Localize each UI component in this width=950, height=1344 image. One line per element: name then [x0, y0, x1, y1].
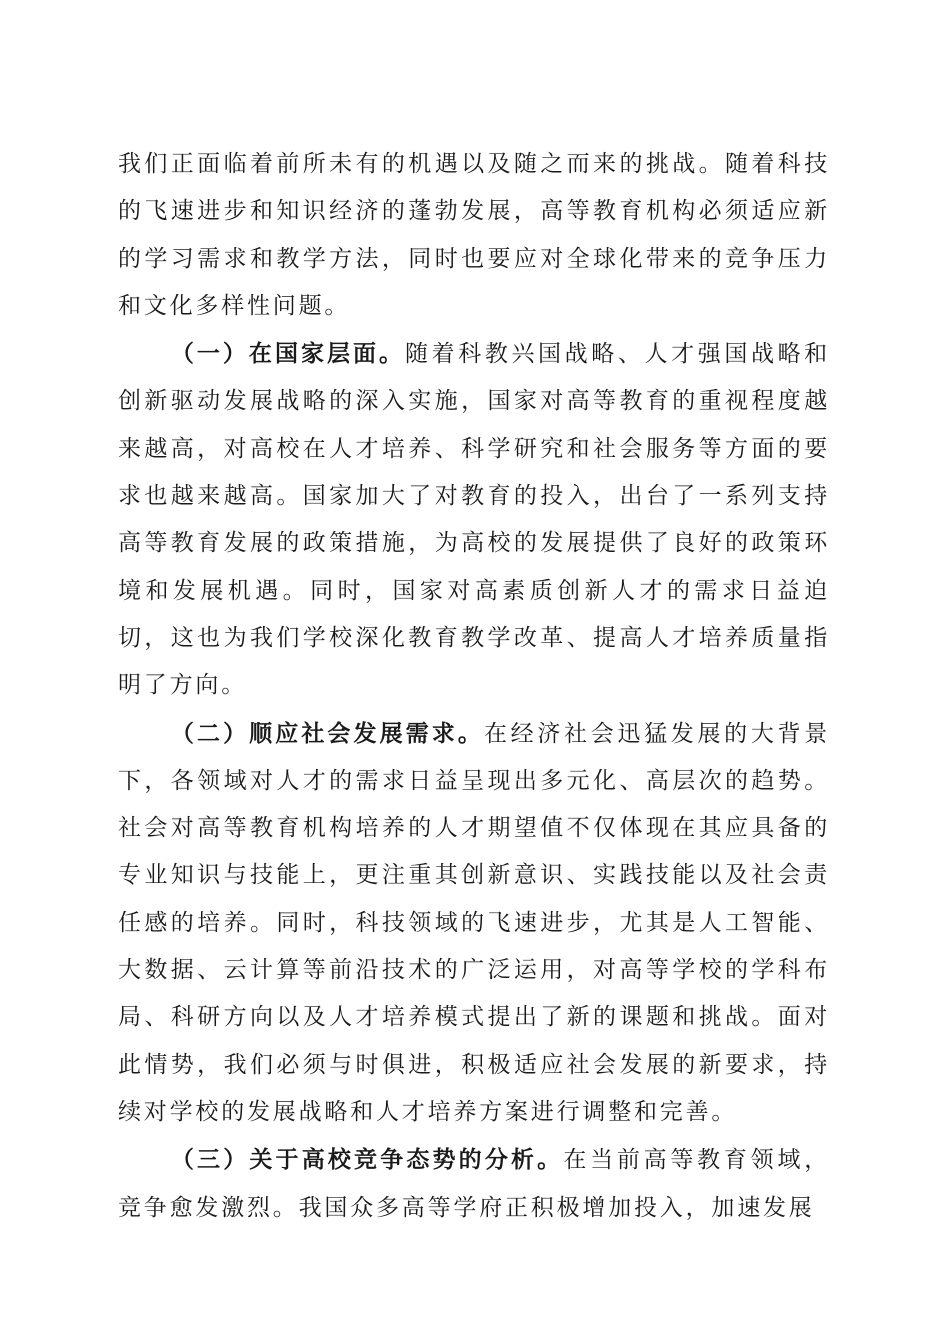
paragraph-national-level-text: 随着科教兴国战略、人才强国战略和创新驱动发展战略的深入实施，国家对高等教育的重视程度越来越高，对高校在人才培养、科学研究和社会服务等方面的要求也越来越高。国家加大了对教育的投入，出台了一系列支持高等教育发展的政策措施，为高校的发展提供了良好的政策环境和发展机遇。同时，国家对高素质创新人才的需求日益迫切，这也为我们学校深化教育教学改革、提高人才培养质量指明了方向。	[118, 341, 830, 699]
paragraph-social-demand	[118, 710, 830, 1137]
paragraph-competition	[118, 1136, 830, 1232]
heading-social-demand: （二）顺应社会发展需求。	[170, 719, 484, 747]
heading-competition: （三）关于高校竞争态势的分析。	[170, 1146, 564, 1174]
paragraph-social-demand-text: 在经济社会迅猛发展的大背景下，各领域对人才的需求日益呈现出多元化、高层次的趋势。社会对高等教育机构培养的人才期望值不仅体现在其应具备的专业知识与技能上，更注重其创新意识、实践技能以及社会责任感的培养。同时，科技领域的飞速进步，尤其是人工智能、大数据、云计算等前沿技术的广泛运用，对高等学校的学科布局、科研方向以及人才培养模式提出了新的课题和挑战。面对此情势，我们必须与时俱进，积极适应社会发展的新要求，持续对学校的发展战略和人才培养方案进行调整和完善。	[118, 720, 831, 1125]
heading-national-level: （一）在国家层面。	[170, 340, 405, 368]
paragraph-national-level	[118, 330, 830, 709]
document-page	[118, 141, 830, 1232]
paragraph-intro-text: 我们正面临着前所未有的机遇以及随之而来的挑战。随着科技的飞速进步和知识经济的蓬勃发展，高等教育机构必须适应新的学习需求和教学方法，同时也要应对全球化带来的竞争压力和文化多样性问题。	[118, 151, 830, 319]
paragraph-intro	[118, 141, 830, 330]
paragraph-competition-text: 在当前高等教育领域，竞争愈发激烈。我国众多高等学府正积极增加投入，加速发展	[118, 1147, 831, 1221]
